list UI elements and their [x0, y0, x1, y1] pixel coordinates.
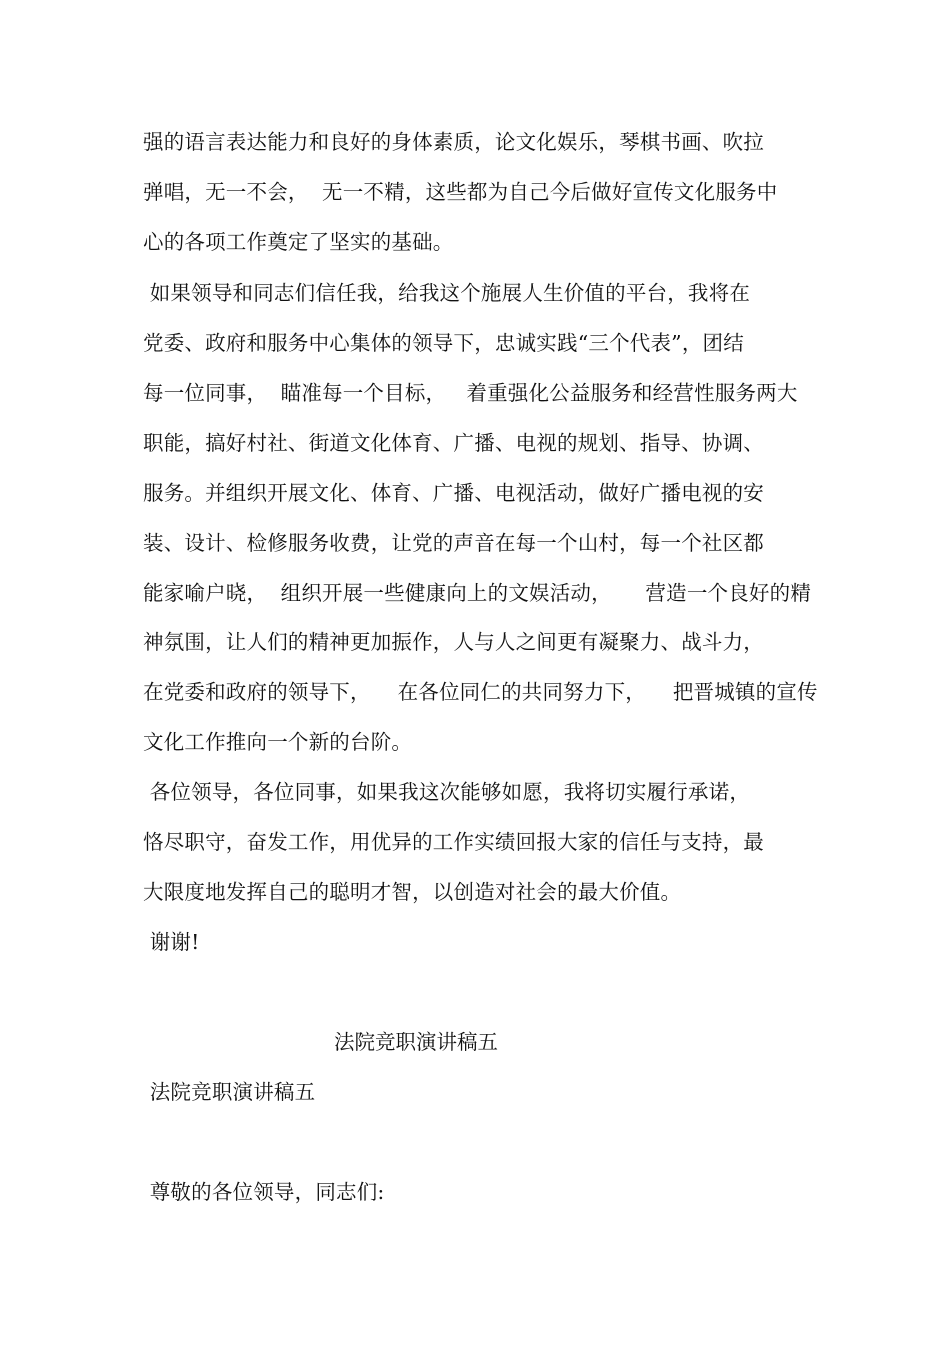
body-line-8: 服务。并组织开展文化、体育、广播、电视活动，做好广播电视的安	[143, 481, 764, 505]
body-line-12: 在党委和政府的领导下， 在各位同仁的共同努力下， 把晋城镇的宣传	[143, 680, 818, 704]
body-line-14: 各位领导，各位同事，如果我这次能够如愿，我将切实履行承诺，	[143, 780, 751, 804]
body-line-7: 职能，搞好村社、街道文化体育、广播、电视的规划、指导、协调、	[143, 431, 764, 455]
section-title: 法院竞职演讲稿五	[334, 1030, 498, 1054]
body-line-1: 强的语言表达能力和良好的身体素质，论文化娱乐，琴棋书画、吹拉	[143, 130, 764, 154]
body-line-5: 党委、政府和服务中心集体的领导下，忠诚实践“三个代表”，团结	[143, 331, 744, 355]
body-line-3: 心的各项工作奠定了坚实的基础。	[143, 230, 454, 254]
body-line-15: 恪尽职守，奋发工作，用优异的工作实绩回报大家的信任与支持，最	[143, 830, 764, 854]
body-line-2: 弹唱，无一不会， 无一不精，这些都为自己今后做好宣传文化服务中	[143, 180, 778, 204]
closing-thanks: 谢谢!	[143, 930, 200, 954]
body-line-13: 文化工作推向一个新的台阶。	[143, 730, 413, 754]
body-line-11: 神氛围，让人们的精神更加振作，人与人之间更有凝聚力、战斗力，	[143, 630, 764, 654]
subtitle-line: 法院竞职演讲稿五	[143, 1080, 316, 1104]
body-line-10: 能家喻户晓， 组织开展一些健康向上的文娱活动， 营造一个良好的精	[143, 581, 812, 605]
salutation: 尊敬的各位领导，同志们:	[143, 1180, 385, 1204]
body-line-4: 如果领导和同志们信任我，给我这个施展人生价值的平台，我将在	[143, 281, 751, 305]
body-line-6: 每一位同事， 瞄准每一个目标， 着重强化公益服务和经营性服务两大	[143, 381, 798, 405]
body-line-9: 装、设计、检修服务收费，让党的声音在每一个山村，每一个社区都	[143, 531, 764, 555]
body-line-16: 大限度地发挥自己的聪明才智，以创造对社会的最大价值。	[143, 880, 682, 904]
